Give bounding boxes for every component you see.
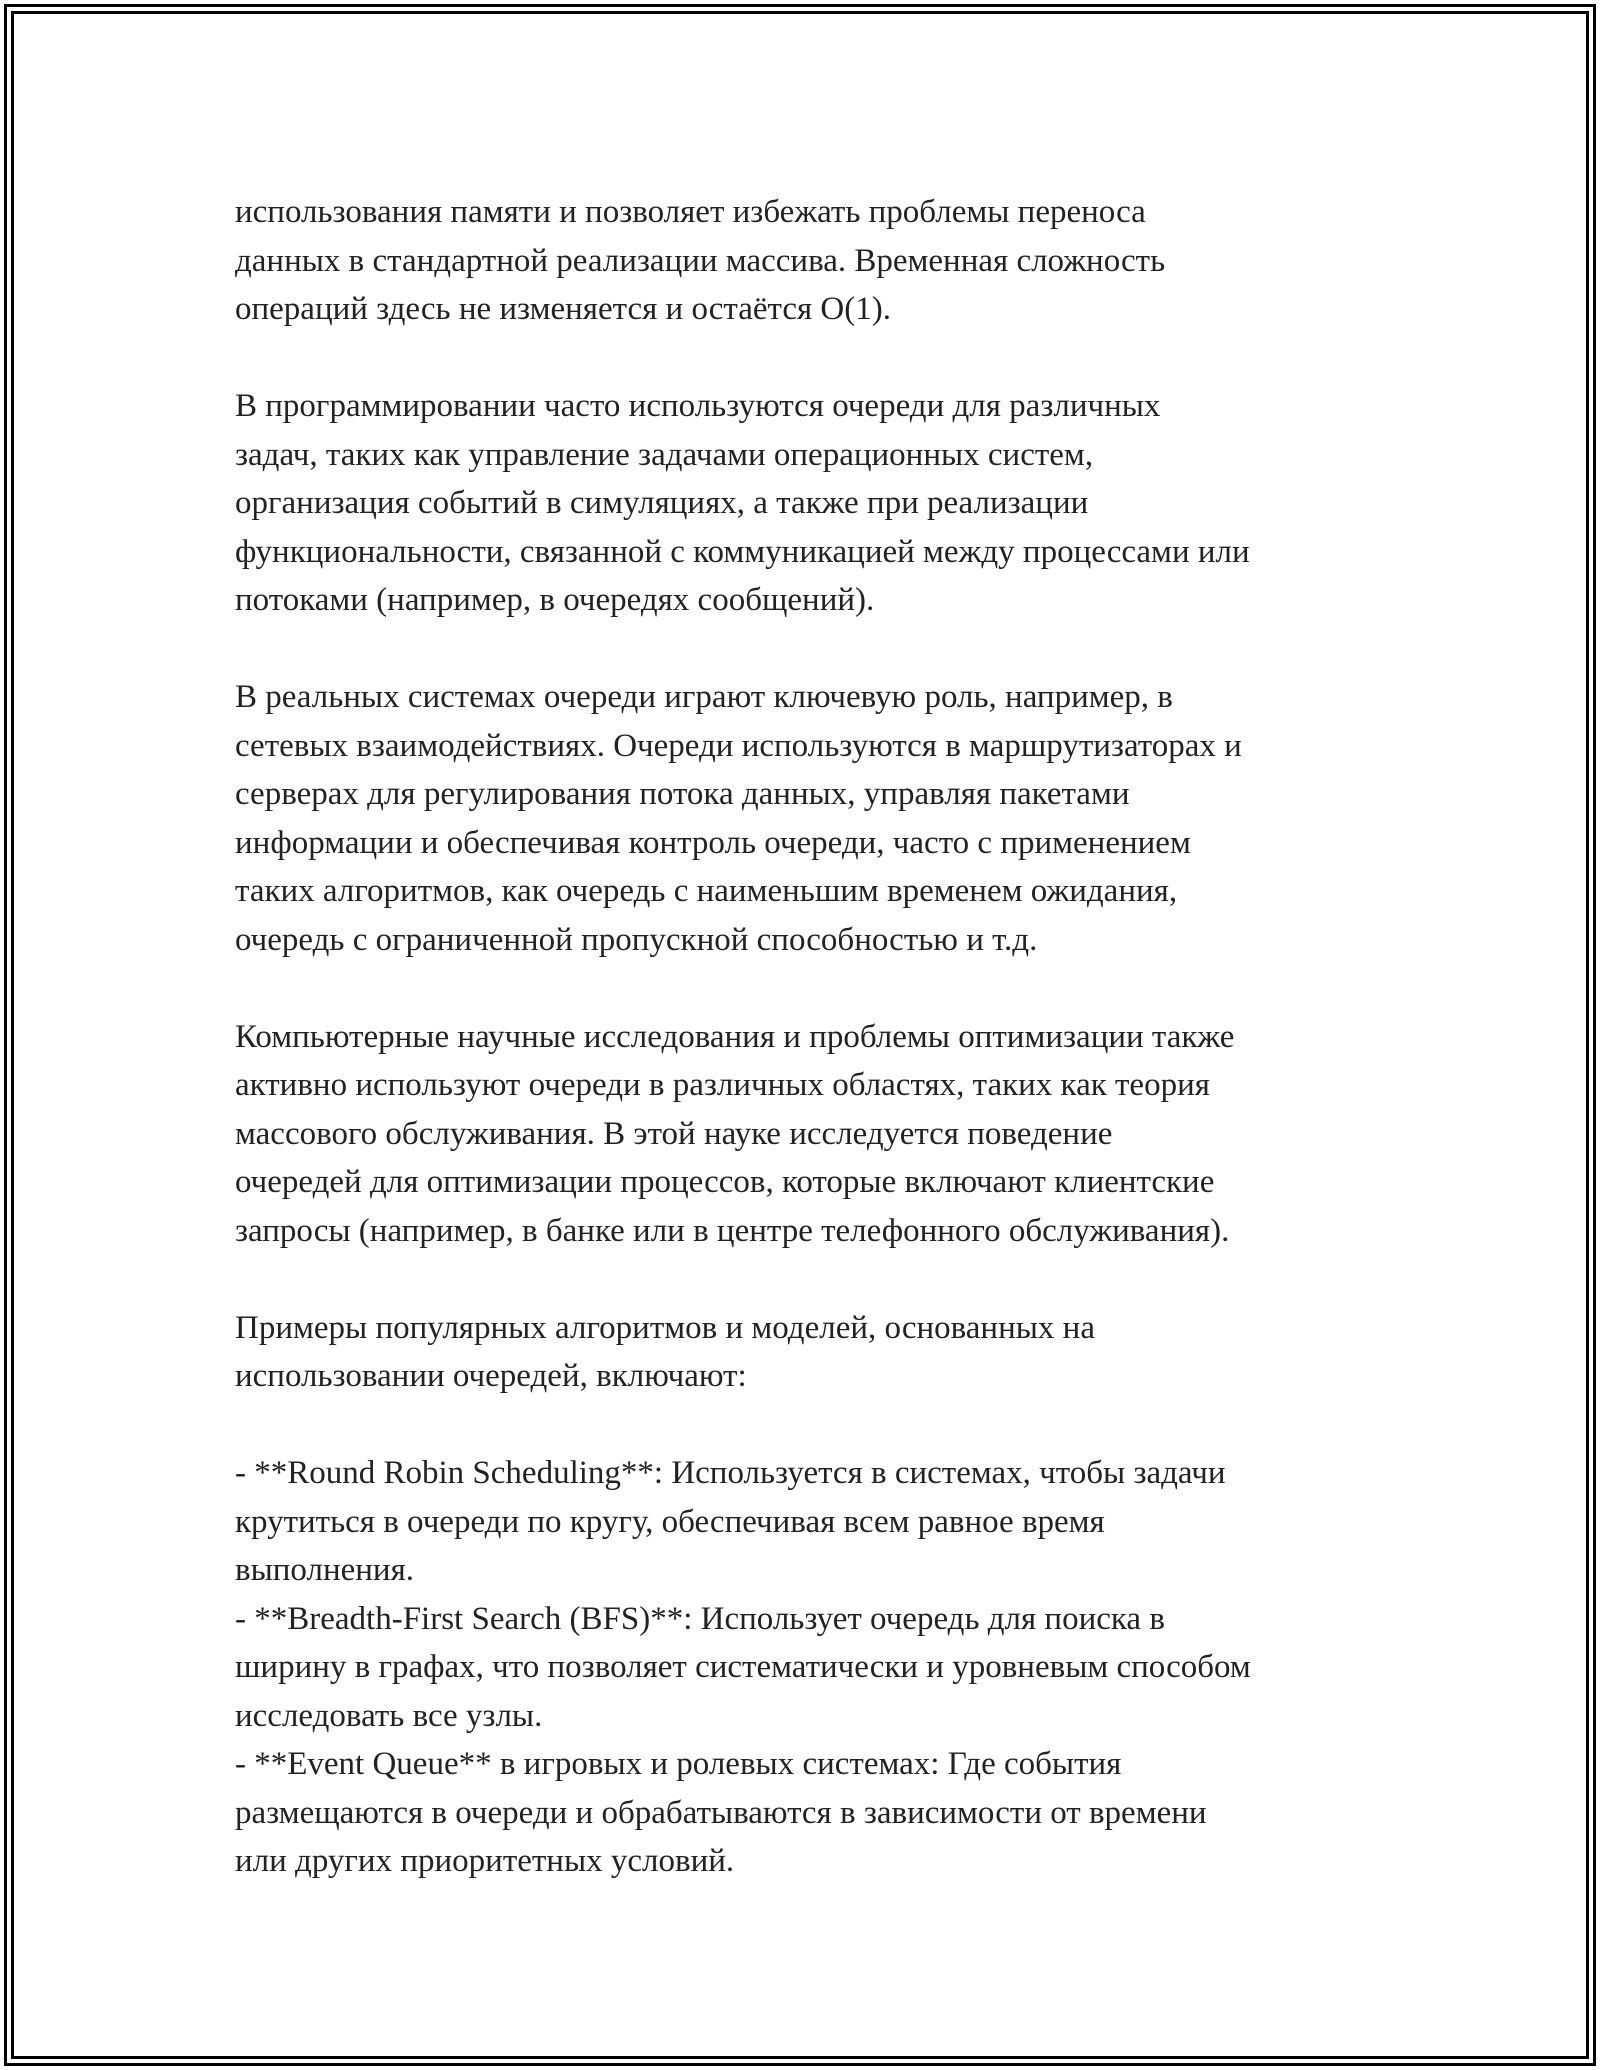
text-line: массового обслуживания. В этой науке исследуется поведение [235, 1115, 1113, 1152]
text-line: информации и обеспечивая контроль очереди, часто с применением [235, 824, 1191, 861]
list-item-line: - **Event Queue** в игровых и ролевых системах: Где события [235, 1746, 1122, 1782]
text-line: очередь с ограниченной пропускной способностью и т.д. [235, 921, 1038, 958]
paragraph-memory [235, 188, 1435, 334]
text-line: Примеры популярных алгоритмов и моделей, основанных на [235, 1309, 1095, 1346]
text-line: организация событий в симуляциях, а также при реализации [235, 485, 1089, 521]
list-item-line: крутиться в очереди по кругу, обеспечивая всем равное время [235, 1503, 1105, 1540]
paragraph-examples-intro [235, 1304, 1435, 1401]
text-line: операций здесь не изменяется и остаётся O(1). [235, 291, 891, 327]
text-line: активно используют очереди в различных областях, таких как теория [235, 1067, 1210, 1103]
text-line: таких алгоритмов, как очередь с наименьшим временем ожидания, [235, 873, 1178, 909]
list-item-line: - **Breadth-First Search (BFS)**: Использует очередь для поиска в [235, 1600, 1165, 1637]
text-line: использовании очередей, включают: [235, 1358, 747, 1394]
list-item-line: размещаются в очереди и обрабатываются в зависимости от времени [235, 1794, 1207, 1831]
text-line: Компьютерные научные исследования и проблемы оптимизации также [235, 1018, 1235, 1055]
paragraph-real-systems [235, 673, 1435, 964]
text-line: задач, таких как управление задачами операционных систем, [235, 436, 1094, 473]
text-line: запросы (например, в банке или в центре телефонного обслуживания). [235, 1212, 1230, 1249]
text-line: сетевых взаимодействиях. Очереди используются в маршрутизаторах и [235, 727, 1242, 764]
text-line: данных в стандартной реализации массива. Временная сложность [235, 242, 1166, 279]
paragraph-programming [235, 382, 1435, 625]
list-item-line: ширину в графах, что позволяет систематически и уровневым способом [235, 1649, 1251, 1685]
text-line: В реальных системах очереди играют ключевую роль, например, в [235, 679, 1173, 715]
paragraph-research [235, 1013, 1435, 1256]
text-line: потоками (например, в очередях сообщений). [235, 582, 875, 618]
text-line: серверах для регулирования потока данных, управляя пакетами [235, 776, 1130, 812]
text-line: очередей для оптимизации процессов, которые включают клиентские [235, 1164, 1215, 1200]
list-item-line: выполнения. [235, 1552, 415, 1588]
paragraph-examples-list [235, 1449, 1435, 1886]
text-line: использования памяти и позволяет избежать проблемы переноса [235, 194, 1146, 230]
text-line: В программировании часто используются очереди для различных [235, 388, 1161, 424]
list-item-line: - **Round Robin Scheduling**: Используется в системах, чтобы задачи [235, 1455, 1226, 1491]
document-body [235, 188, 1435, 1886]
list-item-line: исследовать все узлы. [235, 1697, 543, 1734]
text-line: функциональности, связанной с коммуникацией между процессами или [235, 533, 1250, 570]
list-item-line: или других приоритетных условий. [235, 1843, 735, 1879]
